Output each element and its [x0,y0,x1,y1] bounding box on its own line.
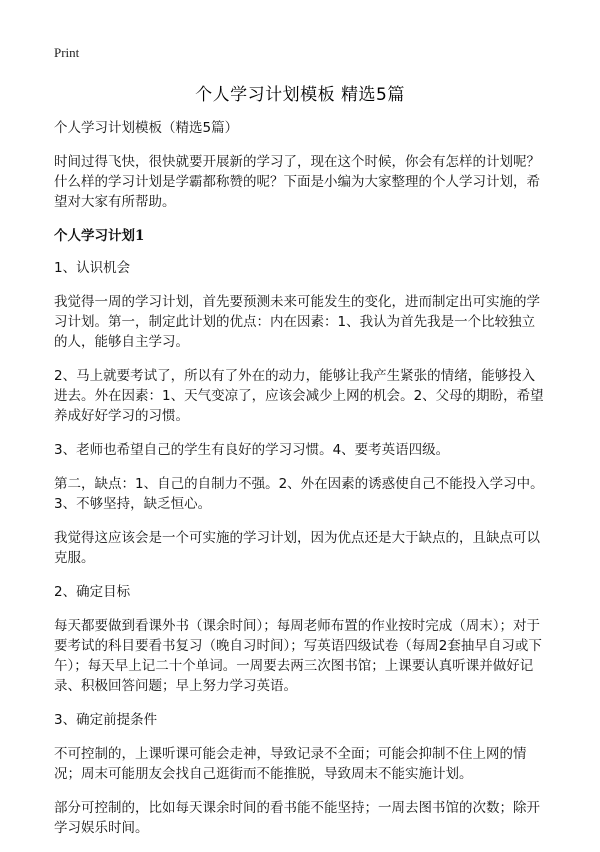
paragraph-4: 第二，缺点：1、自己的自制力不强。2、外在因素的诱惑使自己不能投入学习中。3、不够坚持，缺乏恒心。 [54,476,544,512]
paragraph-8: 部分可控制的，比如每天课余时间的看书能不能坚持；一周去图书馆的次数；除开学习娱乐时间。 [54,800,540,836]
page-title: 个人学习计划模板 精选5篇 [195,85,405,105]
paragraph-1: 我觉得一周的学习计划，首先要预测未来可能发生的变化，进而制定出可实施的学习计划。第一，制定此计划的优点：内在因素：1、我认为首先我是一个比较独立的人，能够自主学习。 [54,294,540,350]
paragraph-2: 2、马上就要考试了，所以有了外在的动力，能够让我产生紧张的情绪，能够投入进去。外在因素：1、天气变凉了，应该会减少上网的机会。2、父母的期盼，希望养成好好学习的习惯。 [54,368,544,424]
paragraph-5: 我觉得这应该会是一个可实施的学习计划，因为优点还是大于缺点的，且缺点可以克服。 [54,530,540,566]
print-link[interactable]: Print [54,45,80,60]
article-subtitle: 个人学习计划模板（精选5篇） [54,120,239,136]
paragraph-6: 每天都要做到看课外书（课余时间）；每周老师布置的作业按时完成（周末）；对于要考试的科目要看书复习（晚自习时间）；写英语四级试卷（每周2套抽早自习或下午）；每天早上记二十个单词。一周要去两三次图书馆；上课要认真听课并做好记录、积极回答问题；早上努力学习英语。 [54,618,542,694]
item-heading-1: 1、认识机会 [54,260,131,276]
item-heading-2: 2、确定目标 [54,584,131,600]
paragraph-3: 3、老师也希望自己的学生有良好的学习习惯。4、要考英语四级。 [54,442,450,458]
paragraph-7: 不可控制的，上课听课可能会走神，导致记录不全面；可能会抑制不住上网的情况；周末可能朋友会找自己逛街而不能推脱，导致周末不能实施计划。 [54,746,527,782]
intro-paragraph: 时间过得飞快，很快就要开展新的学习了，现在这个时候，你会有怎样的计划呢？什么样的学习计划是学霸都称赞的呢？下面是小编为大家整理的个人学习计划，希望对大家有所帮助。 [54,154,540,210]
article-body [54,118,548,852]
item-heading-3: 3、确定前提条件 [54,712,158,728]
section-heading: 个人学习计划1 [54,228,145,244]
